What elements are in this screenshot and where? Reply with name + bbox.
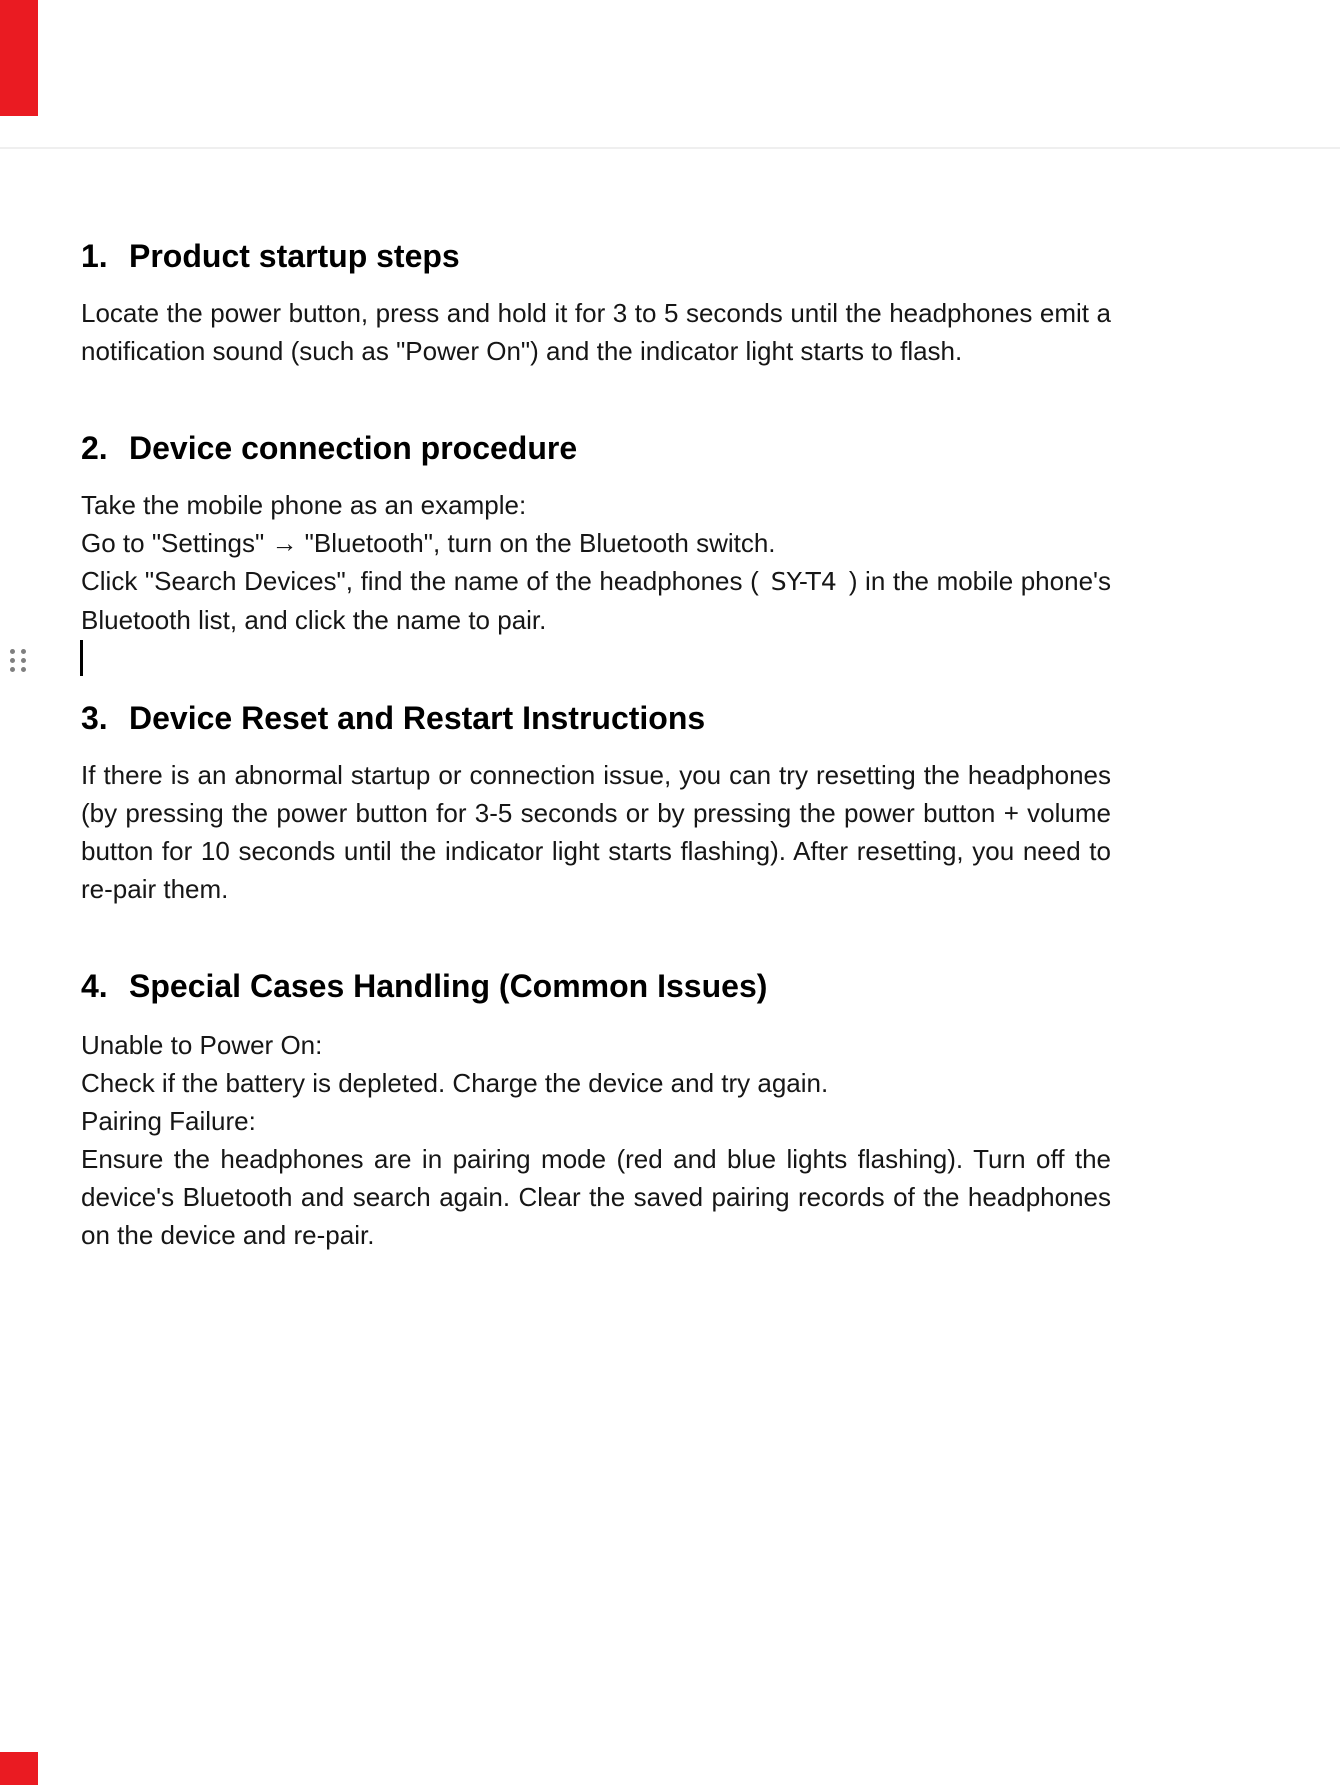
section2-number: 2. xyxy=(81,430,108,466)
page-top-divider xyxy=(0,147,1340,149)
left-accent-bar-bottom xyxy=(0,1752,38,1785)
section1-number: 1. xyxy=(81,238,108,274)
left-accent-bar-top xyxy=(0,0,38,116)
section2-line3-after: ) in the mobile phone's Bluetooth list, and click the name to pair. xyxy=(81,566,1111,635)
section2-heading xyxy=(81,428,1111,468)
device-name: SY-T4 xyxy=(770,567,837,596)
section4-heading xyxy=(81,966,1111,1006)
section2-line1: Take the mobile phone as an example: xyxy=(81,490,527,520)
section1-title: Product startup steps xyxy=(129,238,460,274)
section2-title: Device connection procedure xyxy=(129,430,578,466)
section1-paragraph: Locate the power button, press and hold it for 3 to 5 seconds until the headphones emit a notification sound (such as "Power On") and the indicator light starts to flash. xyxy=(81,298,1111,366)
section2-paragraph xyxy=(81,486,1111,639)
section3-paragraph: If there is an abnormal startup or connection issue, you can try resetting the headphones (by pressing the power button for 3-5 seconds or by pressing the power button + volume button for 10 seconds until the indicator light starts flashing). After resetting, you need to re-pair them. xyxy=(81,760,1111,904)
section4-body: Ensure the headphones are in pairing mode (red and blue lights flashing). Turn off the device's Bluetooth and search again. Clear the saved pairing records of the headphones on the device and re-pair. xyxy=(81,1144,1111,1250)
drag-handle-icon[interactable] xyxy=(10,649,26,672)
text-cursor xyxy=(80,640,83,676)
section1-heading xyxy=(81,236,1111,276)
section4-paragraph xyxy=(81,1026,1111,1254)
section4-line3: Pairing Failure: xyxy=(81,1106,256,1136)
section4-title: Special Cases Handling (Common Issues) xyxy=(129,968,768,1004)
section4-line2: Check if the battery is depleted. Charge the device and try again. xyxy=(81,1068,829,1098)
section3-number: 3. xyxy=(81,700,108,736)
section4-line1: Unable to Power On: xyxy=(81,1030,323,1060)
section3-heading xyxy=(81,698,1111,738)
section2-line3-before: Click "Search Devices", find the name of the headphones ( xyxy=(81,566,759,596)
section3-title: Device Reset and Restart Instructions xyxy=(129,700,706,736)
section2-line2: Go to "Settings" → "Bluetooth", turn on the Bluetooth switch. xyxy=(81,528,776,558)
section4-number: 4. xyxy=(81,968,108,1004)
